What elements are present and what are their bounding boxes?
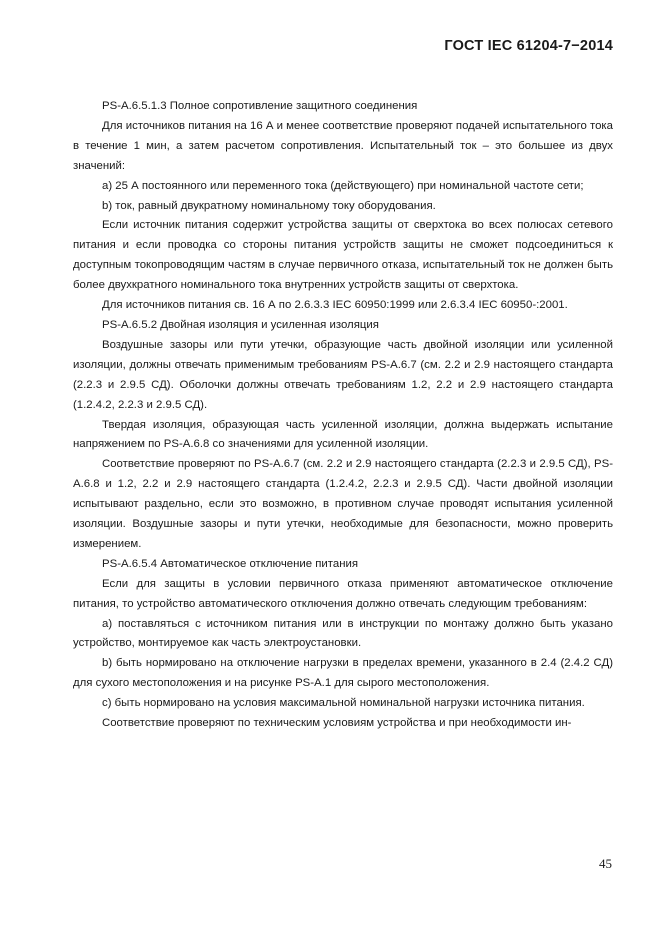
section-heading: PS-A.6.5.4 Автоматическое отключение питания [102, 557, 359, 570]
paragraph: Твердая изоляция, образующая часть усиленной изоляции, должна выдержать испытание напряжением по PS-A.6.8 со значениями для усиленной изоляции. [73, 418, 613, 451]
section-heading: PS-A.6.5.1.3 Полное сопротивление защитного соединения [102, 100, 418, 112]
paragraph: Воздушные зазоры или пути утечки, образующие часть двойной изоляции или усиленной изоляции, должны отвечать применимым требованиям PS-A.6.7 (см. 2.2 и 2.9 настоящего стандарта (2.2.3 и 2.9.5 СД). Оболочки должны отвечать требованиям 1.2, 2.2 и 2.9 настоящего стандарта (1.2.4.2, 2.2.3 и 2.9.5 СД). [73, 338, 613, 411]
list-item: b) ток, равный двукратному номинальному току оборудования. [102, 199, 436, 212]
paragraph: Если источник питания содержит устройства защиты от сверхтока во всех полюсах сетевого питания и если проводка со стороны питания устройств защиты не сможет подсоединиться к доступным токопроводящим частям в случае первичного отказа, испытательный ток не должен быть более двухкратного номинального тока внутренних устройств защиты от сверхтока. [73, 219, 613, 292]
page-number: 45 [599, 856, 612, 871]
document-body [73, 97, 613, 734]
section-heading: PS-A.6.5.2 Двойная изоляция и усиленная изоляция [102, 318, 379, 331]
paragraph: Соответствие проверяют по PS-A.6.7 (см. 2.2 и 2.9 настоящего стандарта (2.2.3 и 2.9.5 СД), PS-A.6.8 и 1.2, 2.2 и 2.9 настоящего стандарта (1.2.4.2, 2.2.3 и 2.9.5 СД). Части двойной изоляции испытывают раздельно, если это возможно, в противном случае проводят испытания усиленной изоляции. Воздушные зазоры и пути утечки, необходимые для безопасности, можно проверить измерением. [73, 458, 613, 550]
paragraph: Для источников питания св. 16 А по 2.6.3.3 IEC 60950:1999 или 2.6.3.4 IEC 60950-:2001. [102, 299, 568, 312]
paragraph: Для источников питания на 16 А и менее соответствие проверяют подачей испытательного тока в течение 1 мин, а затем расчетом сопротивления. Испытательный ток – это большее из двух значений: [73, 119, 613, 172]
paragraph: Если для защиты в условии первичного отказа применяют автоматическое отключение питания, то устройство автоматического отключения должно отвечать следующим требованиям: [73, 577, 613, 610]
list-item: с) быть нормировано на условия максимальной номинальной нагрузки источника питания. [102, 697, 585, 710]
paragraph: Соответствие проверяют по техническим условиям устройства и при необходимости ин- [102, 717, 572, 730]
list-item: а) поставляться с источником питания или в инструкции по монтажу должно быть указано устройство, монтируемое как часть электроустановки. [73, 617, 613, 650]
list-item: b) быть нормировано на отключение нагрузки в пределах времени, указанного в 2.4 (2.4.2 СД) для сухого местоположения и на рисунке PS-A.1 для сырого местоположения. [73, 657, 613, 690]
document-header: ГОСТ IEC 61204-7−2014 [444, 38, 613, 54]
list-item: а) 25 А постоянного или переменного тока (действующего) при номинальной частоте сети; [102, 179, 584, 192]
